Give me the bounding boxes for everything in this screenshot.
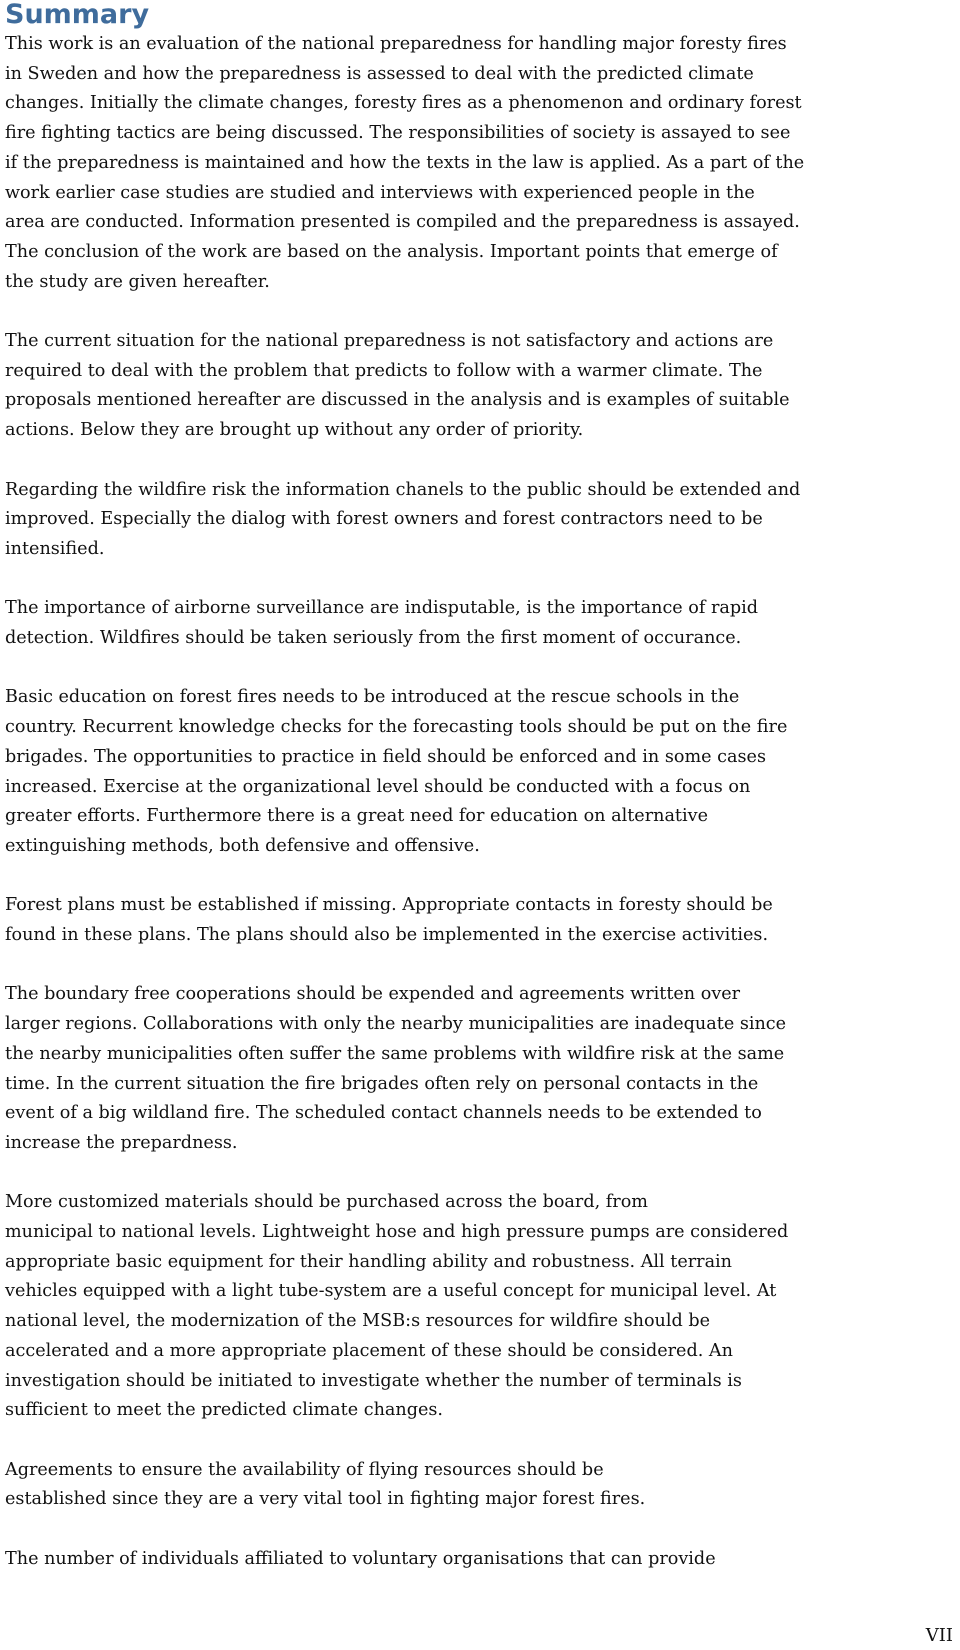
text-line: national level, the modernization of the MSB:s resources for wildfire should be [5,1311,711,1332]
page-number: VII [925,1625,953,1646]
text-line: fire fighting tactics are being discussed. The responsibilities of society is assayed to see [5,123,791,144]
text-line: The number of individuals affiliated to voluntary organisations that can provide [5,1548,716,1569]
text-line: The boundary free cooperations should be expended and agreements written over [5,984,741,1005]
text-line: vehicles equipped with a light tube-system are a useful concept for municipal level. At [5,1281,777,1302]
paragraph [5,1456,957,1515]
text-line: Regarding the wildfire risk the information chanels to the public should be extended and [5,479,801,500]
text-line: found in these plans. The plans should also be implemented in the exercise activities. [5,925,769,946]
text-line: municipal to national levels. Lightweight hose and high pressure pumps are considered [5,1222,789,1243]
text-line: area are conducted. Information presented is compiled and the preparedness is assayed. [5,212,800,233]
text-line: accelerated and a more appropriate placement of these should be considered. An [5,1340,733,1361]
text-line: changes. Initially the climate changes, foresty fires as a phenomenon and ordinary forest [5,93,802,114]
text-line: brigades. The opportunities to practice in field should be enforced and in some cases [5,746,766,767]
paragraph [5,476,957,565]
text-line: if the preparedness is maintained and how the texts in the law is applied. As a part of the [5,152,805,173]
paragraph [5,327,957,446]
body-text [5,30,957,1574]
text-line: Forest plans must be established if missing. Appropriate contacts in foresty should be [5,895,773,916]
text-line: sufficient to meet the predicted climate changes. [5,1400,444,1421]
text-line: established since they are a very vital tool in fighting major forest fires. [5,1489,646,1510]
document-page [5,0,957,1604]
paragraph [5,30,957,297]
text-line: appropriate basic equipment for their handling ability and robustness. All terrain [5,1251,733,1272]
text-line: The current situation for the national preparedness is not satisfactory and actions are [5,331,774,352]
paragraph [5,1188,957,1426]
text-line: Basic education on forest fires needs to be introduced at the rescue schools in the [5,687,740,708]
text-line: country. Recurrent knowledge checks for the forecasting tools should be put on the fire [5,717,788,738]
paragraph [5,980,957,1158]
text-line: work earlier case studies are studied and interviews with experienced people in the [5,182,755,203]
text-line: larger regions. Collaborations with only the nearby municipalities are inadequate since [5,1014,787,1035]
text-line: required to deal with the problem that predicts to follow with a warmer climate. The [5,360,763,381]
text-line: increase the prepardness. [5,1132,238,1153]
text-line: Agreements to ensure the availability of flying resources should be [5,1459,604,1480]
text-line: detection. Wildfires should be taken seriously from the first moment of occurance. [5,628,742,649]
paragraph [5,891,957,950]
text-line: improved. Especially the dialog with forest owners and forest contractors need to be [5,509,763,530]
text-line: the study are given hereafter. [5,271,270,292]
text-line: the nearby municipalities often suffer the same problems with wildfire risk at the same [5,1043,785,1064]
paragraph [5,1545,957,1575]
paragraph [5,594,957,653]
text-line: intensified. [5,538,105,559]
text-line: greater efforts. Furthermore there is a great need for education on alternative [5,806,708,827]
paragraph [5,683,957,861]
text-line: actions. Below they are brought up without any order of priority. [5,420,584,441]
text-line: This work is an evaluation of the national preparedness for handling major foresty fires [5,34,787,54]
text-line: in Sweden and how the preparedness is assessed to deal with the predicted climate [5,63,754,84]
text-line: The importance of airborne surveillance are indisputable, is the importance of rapid [5,598,759,619]
text-line: investigation should be initiated to investigate whether the number of terminals is [5,1370,742,1391]
text-line: event of a big wildland fire. The scheduled contact channels needs to be extended to [5,1103,762,1124]
text-line: proposals mentioned hereafter are discussed in the analysis and is examples of suitable [5,390,790,411]
text-line: time. In the current situation the fire brigades often rely on personal contacts in the [5,1073,759,1094]
text-line: More customized materials should be purchased across the board, from [5,1192,648,1213]
text-line: The conclusion of the work are based on the analysis. Important points that emerge of [5,241,778,262]
section-heading: Summary [5,0,150,30]
text-line: extinguishing methods, both defensive and offensive. [5,835,480,856]
text-line: increased. Exercise at the organizational level should be conducted with a focus on [5,776,751,797]
